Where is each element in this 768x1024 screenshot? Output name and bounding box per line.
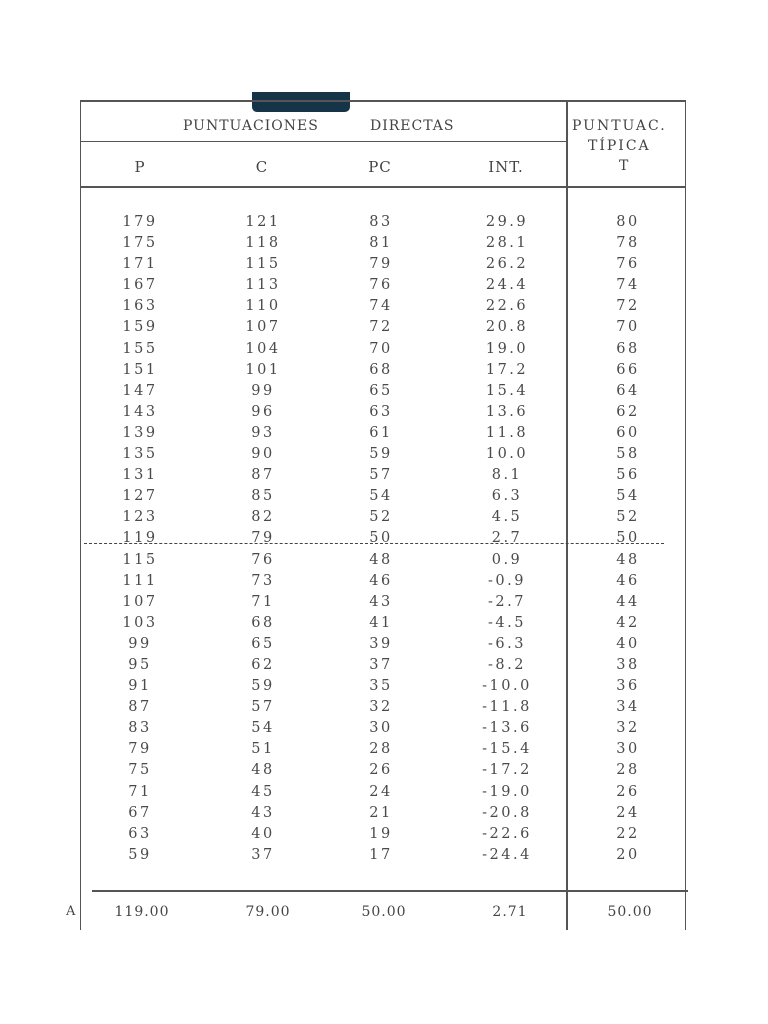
cell-p: 59	[128, 846, 152, 863]
table-row	[0, 423, 768, 444]
footer-cell-pc: 50.00	[361, 904, 407, 920]
cell-pc: 59	[369, 446, 393, 463]
table-row	[0, 233, 768, 254]
cell-t: 34	[616, 699, 640, 716]
table-row	[0, 339, 768, 360]
cell-p: 87	[128, 699, 152, 716]
cell-pc: 52	[369, 509, 393, 526]
cell-pc: 63	[369, 403, 393, 420]
table-row	[0, 655, 768, 676]
cell-int: 11.8	[485, 424, 529, 441]
footer-label: A	[66, 904, 76, 919]
cell-int: -20.8	[482, 804, 532, 821]
cell-pc: 76	[369, 277, 393, 294]
cell-t: 48	[616, 551, 640, 568]
cell-c: 57	[251, 699, 275, 716]
table-row	[0, 296, 768, 317]
cell-c: 82	[251, 509, 275, 526]
cell-t: 70	[616, 319, 640, 336]
cell-p: 91	[128, 678, 152, 695]
cell-pc: 70	[369, 340, 393, 357]
cell-c: 115	[245, 256, 281, 273]
typical-header-line1: PUNTUAC.	[572, 118, 667, 134]
cell-p: 103	[122, 614, 158, 631]
cell-pc: 46	[369, 572, 393, 589]
cell-t: 20	[616, 846, 640, 863]
typical-header-line3: T	[619, 158, 630, 174]
cell-t: 50	[616, 530, 640, 547]
cell-p: 155	[122, 340, 158, 357]
cell-c: 85	[251, 488, 275, 505]
column-header-p: P	[134, 158, 146, 176]
table-row	[0, 613, 768, 634]
table-row	[0, 507, 768, 528]
cell-c: 107	[245, 319, 281, 336]
cell-p: 135	[122, 446, 158, 463]
cell-c: 90	[251, 446, 275, 463]
table-row	[0, 718, 768, 739]
footer-divider	[92, 890, 688, 892]
cell-t: 72	[616, 298, 640, 315]
table-row	[0, 444, 768, 465]
cell-p: 167	[122, 277, 158, 294]
cell-int: 0.9	[491, 551, 523, 568]
cell-pc: 57	[369, 467, 393, 484]
cell-pc: 32	[369, 699, 393, 716]
column-header-pc: PC	[368, 158, 392, 176]
cell-c: 68	[251, 614, 275, 631]
cell-c: 93	[251, 424, 275, 441]
cell-p: 127	[122, 488, 158, 505]
cell-t: 62	[616, 403, 640, 420]
group-header-directas: DIRECTAS	[370, 118, 455, 134]
cell-pc: 28	[369, 741, 393, 758]
cell-pc: 39	[369, 635, 393, 652]
cell-pc: 61	[369, 424, 393, 441]
cell-t: 36	[616, 678, 640, 695]
cell-p: 131	[122, 467, 158, 484]
table-row	[0, 465, 768, 486]
cell-c: 40	[251, 825, 275, 842]
cell-c: 65	[251, 635, 275, 652]
cell-c: 62	[251, 656, 275, 673]
cell-pc: 72	[369, 319, 393, 336]
table-row	[0, 845, 768, 866]
mean-dashed-line	[84, 543, 664, 544]
footer-cell-c: 79.00	[245, 904, 291, 920]
cell-p: 151	[122, 361, 158, 378]
cell-t: 58	[616, 446, 640, 463]
cell-c: 87	[251, 467, 275, 484]
footer-row	[0, 904, 768, 926]
cell-c: 110	[245, 298, 281, 315]
cell-pc: 17	[369, 846, 393, 863]
cell-p: 67	[128, 804, 152, 821]
footer-cell-int: 2.71	[492, 904, 528, 920]
table-row	[0, 676, 768, 697]
cell-t: 42	[616, 614, 640, 631]
cell-c: 54	[251, 720, 275, 737]
table-row	[0, 275, 768, 296]
cell-c: 101	[245, 361, 281, 378]
cell-p: 111	[122, 572, 158, 589]
table-row	[0, 381, 768, 402]
cell-int: -17.2	[482, 762, 532, 779]
cell-p: 79	[128, 741, 152, 758]
cell-pc: 68	[369, 361, 393, 378]
table-row	[0, 760, 768, 781]
cell-t: 38	[616, 656, 640, 673]
cell-p: 95	[128, 656, 152, 673]
cell-t: 60	[616, 424, 640, 441]
column-header-c: C	[255, 158, 269, 176]
group-header-divider	[80, 141, 566, 142]
cell-int: 22.6	[485, 298, 529, 315]
cell-p: 123	[122, 509, 158, 526]
cell-t: 64	[616, 382, 640, 399]
cell-int: 24.4	[485, 277, 529, 294]
table-row	[0, 739, 768, 760]
footer-cell-t: 50.00	[607, 904, 653, 920]
cell-c: 76	[251, 551, 275, 568]
cell-p: 107	[122, 593, 158, 610]
cell-c: 121	[245, 214, 281, 230]
cell-pc: 74	[369, 298, 393, 315]
cell-pc: 81	[369, 235, 393, 252]
cell-t: 56	[616, 467, 640, 484]
cell-p: 143	[122, 403, 158, 420]
cell-int: -4.5	[488, 614, 526, 631]
table-row	[0, 550, 768, 571]
cell-t: 74	[616, 277, 640, 294]
cell-c: 45	[251, 783, 275, 800]
cell-int: 15.4	[485, 382, 529, 399]
cell-t: 24	[616, 804, 640, 821]
cell-t: 26	[616, 783, 640, 800]
table-row	[0, 803, 768, 824]
cell-int: -2.7	[488, 593, 526, 610]
cell-pc: 83	[369, 214, 393, 230]
table-row	[0, 486, 768, 507]
cell-int: 26.2	[485, 256, 529, 273]
cell-pc: 35	[369, 678, 393, 695]
table-row	[0, 782, 768, 803]
cell-int: -6.3	[488, 635, 526, 652]
cell-t: 66	[616, 361, 640, 378]
cell-c: 118	[245, 235, 281, 252]
cell-pc: 19	[369, 825, 393, 842]
cell-p: 115	[122, 551, 158, 568]
cell-int: 13.6	[485, 403, 529, 420]
cell-t: 40	[616, 635, 640, 652]
table-body	[0, 212, 768, 866]
cell-c: 79	[251, 530, 275, 547]
table-row	[0, 402, 768, 423]
cell-p: 147	[122, 382, 158, 399]
cell-int: 6.3	[491, 488, 523, 505]
cell-t: 68	[616, 340, 640, 357]
table-row	[0, 254, 768, 275]
cell-p: 99	[128, 635, 152, 652]
cell-t: 52	[616, 509, 640, 526]
table-row	[0, 360, 768, 381]
table-row	[0, 824, 768, 845]
cell-p: 63	[128, 825, 152, 842]
cell-c: 37	[251, 846, 275, 863]
cell-pc: 30	[369, 720, 393, 737]
cell-int: 4.5	[491, 509, 523, 526]
footer-cell-p: 119.00	[114, 904, 170, 920]
cell-c: 96	[251, 403, 275, 420]
cell-int: 8.1	[491, 467, 523, 484]
cell-int: 28.1	[485, 235, 529, 252]
typical-header-line2: TÍPICA	[588, 138, 651, 154]
cell-int: -0.9	[488, 572, 526, 589]
cell-p: 163	[122, 298, 158, 315]
cell-c: 99	[251, 382, 275, 399]
cell-int: 17.2	[485, 361, 529, 378]
cell-c: 48	[251, 762, 275, 779]
table-row	[0, 528, 768, 549]
cell-t: 44	[616, 593, 640, 610]
cell-t: 76	[616, 256, 640, 273]
cell-p: 171	[122, 256, 158, 273]
cell-pc: 54	[369, 488, 393, 505]
table-row	[0, 571, 768, 592]
cell-int: -13.6	[482, 720, 532, 737]
cell-p: 179	[122, 214, 158, 230]
cell-int: -15.4	[482, 741, 532, 758]
table-row	[0, 592, 768, 613]
table-row	[0, 317, 768, 338]
cell-t: 30	[616, 741, 640, 758]
cell-int: 19.0	[485, 340, 529, 357]
table-row	[0, 697, 768, 718]
cell-pc: 65	[369, 382, 393, 399]
column-header-divider	[80, 186, 686, 188]
cell-t: 78	[616, 235, 640, 252]
cell-int: -22.6	[482, 825, 532, 842]
cell-int: -24.4	[482, 846, 532, 863]
cell-p: 175	[122, 235, 158, 252]
cell-pc: 43	[369, 593, 393, 610]
cell-int: 2.7	[491, 530, 523, 547]
cell-pc: 79	[369, 256, 393, 273]
cell-pc: 37	[369, 656, 393, 673]
column-header-int: INT.	[488, 158, 524, 176]
cell-t: 80	[616, 214, 640, 230]
cell-int: -10.0	[482, 678, 532, 695]
cell-int: 10.0	[485, 446, 529, 463]
group-header-puntuaciones: PUNTUACIONES	[183, 118, 319, 134]
cell-int: -11.8	[482, 699, 532, 716]
cell-c: 113	[245, 277, 281, 294]
cell-pc: 50	[369, 530, 393, 547]
cell-int: 29.9	[485, 214, 529, 230]
cell-c: 73	[251, 572, 275, 589]
table-top-border	[80, 100, 686, 102]
cell-int: 20.8	[485, 319, 529, 336]
cell-c: 104	[245, 340, 281, 357]
cell-c: 43	[251, 804, 275, 821]
cell-int: -8.2	[488, 656, 526, 673]
cell-t: 46	[616, 572, 640, 589]
cell-t: 54	[616, 488, 640, 505]
cell-pc: 41	[369, 614, 393, 631]
cell-p: 139	[122, 424, 158, 441]
cell-p: 159	[122, 319, 158, 336]
cell-p: 75	[128, 762, 152, 779]
table-row	[0, 634, 768, 655]
cell-t: 22	[616, 825, 640, 842]
cell-p: 119	[122, 530, 158, 547]
cell-pc: 26	[369, 762, 393, 779]
cell-pc: 24	[369, 783, 393, 800]
cell-p: 71	[128, 783, 152, 800]
cell-p: 83	[128, 720, 152, 737]
cell-t: 32	[616, 720, 640, 737]
cell-c: 59	[251, 678, 275, 695]
cell-int: -19.0	[482, 783, 532, 800]
cell-t: 28	[616, 762, 640, 779]
cell-c: 51	[251, 741, 275, 758]
cell-pc: 21	[369, 804, 393, 821]
table-row	[0, 212, 768, 233]
cell-c: 71	[251, 593, 275, 610]
cell-pc: 48	[369, 551, 393, 568]
